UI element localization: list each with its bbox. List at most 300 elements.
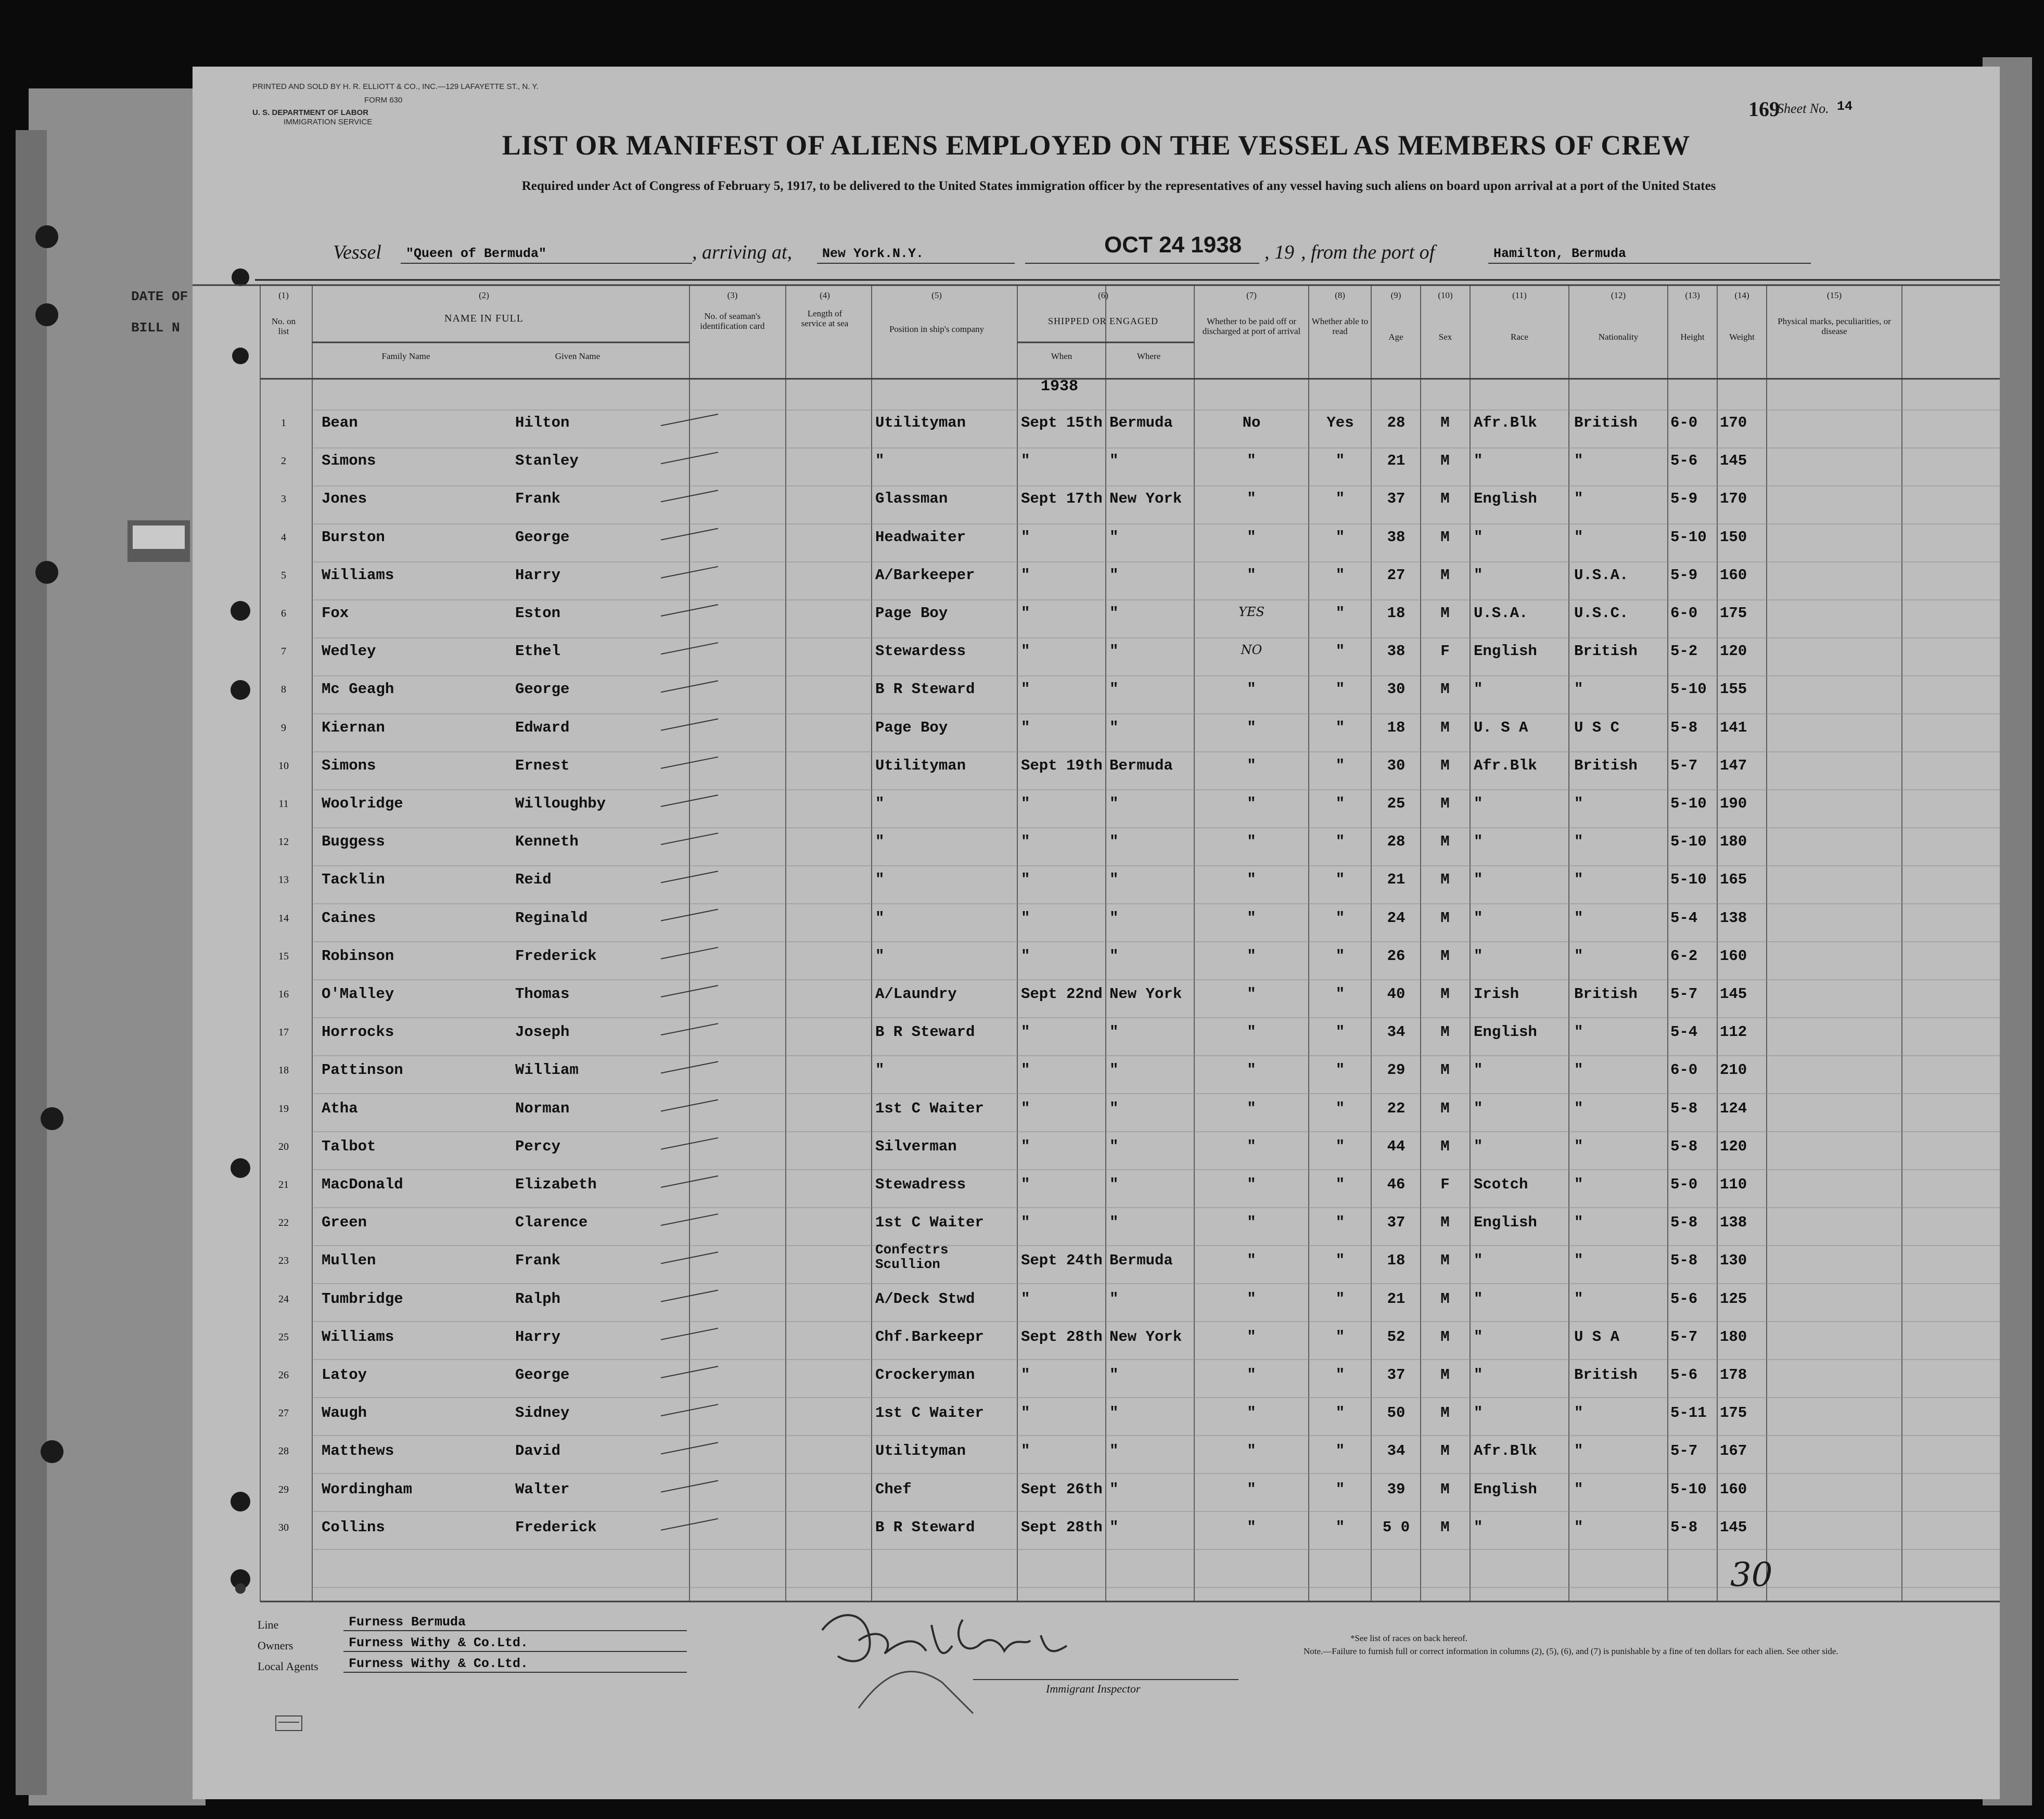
cell-read: ": [1335, 1214, 1345, 1232]
cell-nat: ": [1574, 452, 1583, 470]
manifest-sheet: [193, 67, 2000, 1799]
cell-age: 26: [1387, 947, 1406, 965]
cell-family: Simons: [322, 452, 376, 470]
cell-no: 29: [278, 1483, 289, 1495]
cell-nat: ": [1574, 1442, 1583, 1460]
cell-race: ": [1474, 833, 1483, 851]
year-label: , 19: [1264, 241, 1294, 263]
cell-where: ": [1109, 1214, 1119, 1232]
cell-age: 18: [1387, 1252, 1406, 1270]
cell-position: Confectrs Scullion: [875, 1242, 949, 1273]
cell-height: 5-6: [1670, 1290, 1698, 1308]
printer-line: PRINTED AND SOLD BY H. R. ELLIOTT & CO., INC.—129 LAFAYETTE ST., N. Y.: [252, 82, 539, 91]
cell-position: B R Steward: [875, 1023, 975, 1041]
col-number-8: (8): [1335, 290, 1345, 300]
cell-no: 28: [278, 1445, 289, 1457]
header-nationality: Nationality: [1598, 332, 1639, 342]
cell-race: ": [1474, 1328, 1483, 1346]
col-number-5: (5): [931, 290, 942, 300]
cell-nat: ": [1574, 871, 1583, 889]
cell-race: ": [1474, 909, 1483, 927]
cell-height: 5-7: [1670, 1328, 1698, 1346]
cell-when: ": [1021, 1366, 1030, 1384]
cell-age: 30: [1387, 681, 1406, 698]
cell-age: 34: [1387, 1442, 1406, 1460]
cell-position: ": [875, 833, 885, 851]
cell-paid: ": [1247, 1290, 1256, 1308]
cell-sex: M: [1440, 757, 1450, 774]
year-note: 1938: [1041, 378, 1079, 395]
cell-paid: NO: [1241, 643, 1262, 658]
header-age: Age: [1388, 332, 1403, 342]
cell-age: 46: [1387, 1176, 1406, 1193]
left-margin-bill-label: BILL N: [131, 320, 180, 336]
cell-position: Page Boy: [875, 719, 948, 736]
cell-no: 18: [278, 1065, 289, 1077]
cell-when: ": [1021, 1061, 1030, 1079]
cell-sex: M: [1440, 566, 1450, 584]
cell-weight: 180: [1720, 1328, 1747, 1346]
cell-where: ": [1109, 1442, 1119, 1460]
cell-family: Caines: [322, 909, 376, 927]
cell-sex: M: [1440, 681, 1450, 698]
cell-given: Thomas: [515, 985, 570, 1003]
col-number-15: (15): [1826, 290, 1842, 300]
cell-position: Utilityman: [875, 414, 966, 431]
cell-nat: ": [1574, 1404, 1583, 1422]
cell-family: Mullen: [322, 1252, 376, 1270]
cell-family: Collins: [322, 1518, 385, 1536]
cell-when: Sept 28th: [1021, 1328, 1103, 1346]
cell-no: 24: [278, 1293, 289, 1305]
cell-where: ": [1109, 1404, 1119, 1422]
cell-height: 5-10: [1670, 833, 1707, 851]
cell-read: ": [1335, 719, 1345, 736]
cell-given: Frank: [515, 1252, 561, 1270]
cell-read: ": [1335, 566, 1345, 584]
cell-weight: 147: [1720, 757, 1747, 774]
cell-position: ": [875, 947, 885, 965]
cell-no: 12: [278, 836, 289, 848]
line-label: Line: [258, 1618, 279, 1631]
cell-when: ": [1021, 1137, 1030, 1155]
cell-nat: ": [1574, 1023, 1583, 1041]
cell-paid: ": [1247, 1518, 1256, 1536]
cell-age: 50: [1387, 1404, 1406, 1422]
cell-age: 39: [1387, 1480, 1406, 1498]
cell-position: ": [875, 1061, 885, 1079]
cell-nat: British: [1574, 985, 1638, 1003]
cell-paid: ": [1247, 1061, 1256, 1079]
cell-where: ": [1109, 605, 1119, 622]
cell-where: ": [1109, 1480, 1119, 1498]
header-paid-off: Whether to be paid off or discharged at port of arrival: [1202, 316, 1301, 336]
cell-when: ": [1021, 643, 1030, 660]
cell-position: Headwaiter: [875, 528, 966, 546]
cell-read: ": [1335, 795, 1345, 812]
form-number: FORM 630: [364, 96, 403, 105]
col-number-2: (2): [479, 290, 489, 300]
cell-paid: ": [1247, 871, 1256, 889]
cell-nat: ": [1574, 1480, 1583, 1498]
cell-given: Eston: [515, 605, 561, 622]
cell-family: Bean: [322, 414, 358, 431]
cell-read: ": [1335, 605, 1345, 622]
cell-weight: 175: [1720, 605, 1747, 622]
agents-value: Furness Withy & Co.Ltd.: [349, 1656, 529, 1671]
cell-no: 25: [278, 1331, 289, 1343]
vessel-label: Vessel: [333, 241, 381, 263]
cell-no: 23: [278, 1255, 289, 1267]
cell-sex: M: [1440, 452, 1450, 470]
agents-label: Local Agents: [258, 1660, 318, 1673]
cell-race: ": [1474, 1290, 1483, 1308]
cell-no: 5: [281, 569, 286, 581]
cell-nat: ": [1574, 947, 1583, 965]
cell-age: 52: [1387, 1328, 1406, 1346]
cell-paid: ": [1247, 985, 1256, 1003]
cell-given: Stanley: [515, 452, 579, 470]
cell-age: 37: [1387, 490, 1406, 508]
cell-paid: ": [1247, 909, 1256, 927]
cell-height: 5-7: [1670, 985, 1698, 1003]
cell-paid: ": [1247, 719, 1256, 736]
cell-given: Reginald: [515, 909, 588, 927]
cell-position: A/Laundry: [875, 985, 957, 1003]
cell-position: Page Boy: [875, 605, 948, 622]
cell-sex: M: [1440, 490, 1450, 508]
cell-family: Robinson: [322, 947, 394, 965]
cell-race: ": [1474, 795, 1483, 812]
cell-height: 5-10: [1670, 1480, 1707, 1498]
cell-paid: ": [1247, 1099, 1256, 1117]
penalty-note: Note.—Failure to furnish full or correct information in columns (2), (5), (6), and (7) is punishable by a fine of ten dollars for each alien. See other side.: [1304, 1646, 1838, 1656]
cell-height: 5-4: [1670, 1023, 1698, 1041]
col-number-6: (6): [1098, 290, 1108, 300]
cell-nat: ": [1574, 681, 1583, 698]
cell-age: 37: [1387, 1214, 1406, 1232]
cell-race: Afr.Blk: [1474, 1442, 1537, 1460]
cell-given: George: [515, 681, 570, 698]
cell-where: ": [1109, 452, 1119, 470]
cell-where: ": [1109, 1366, 1119, 1384]
cell-height: 5-6: [1670, 452, 1698, 470]
owners-label: Owners: [258, 1639, 293, 1652]
cell-given: Elizabeth: [515, 1176, 597, 1193]
line-value: Furness Bermuda: [349, 1615, 466, 1630]
cell-where: ": [1109, 909, 1119, 927]
cell-paid: No: [1242, 414, 1261, 431]
cell-where: Bermuda: [1109, 414, 1173, 431]
cell-nat: U S C: [1574, 719, 1620, 736]
cell-position: A/Barkeeper: [875, 566, 975, 584]
cell-sex: M: [1440, 1366, 1450, 1384]
cell-family: Kiernan: [322, 719, 385, 736]
cell-no: 9: [281, 722, 286, 734]
col-number-13: (13): [1685, 290, 1700, 300]
cell-height: 5-10: [1670, 528, 1707, 546]
cell-nat: U.S.C.: [1574, 605, 1629, 622]
cell-race: ": [1474, 681, 1483, 698]
cell-race: Scotch: [1474, 1176, 1528, 1193]
cell-given: Reid: [515, 871, 552, 889]
cell-when: ": [1021, 566, 1030, 584]
cell-position: 1st C Waiter: [875, 1099, 984, 1117]
total-count: 30: [1730, 1556, 1773, 1594]
cell-weight: 112: [1720, 1023, 1747, 1041]
cell-weight: 178: [1720, 1366, 1747, 1384]
cell-position: A/Deck Stwd: [875, 1290, 975, 1308]
cell-read: ": [1335, 681, 1345, 698]
cell-paid: ": [1247, 795, 1256, 812]
cell-when: Sept 28th: [1021, 1518, 1103, 1536]
cell-height: 5-8: [1670, 1214, 1698, 1232]
cell-where: ": [1109, 719, 1119, 736]
cell-read: ": [1335, 1518, 1345, 1536]
cell-given: Harry: [515, 566, 561, 584]
cell-family: MacDonald: [322, 1176, 403, 1193]
cell-age: 37: [1387, 1366, 1406, 1384]
cell-sex: M: [1440, 871, 1450, 889]
cell-height: 5-6: [1670, 1366, 1698, 1384]
cell-when: Sept 19th: [1021, 757, 1103, 774]
cell-nat: ": [1574, 795, 1583, 812]
inspector-signature: [807, 1604, 1119, 1719]
header-physical: Physical marks, peculiarities, or disease: [1778, 316, 1891, 336]
cell-when: ": [1021, 1023, 1030, 1041]
cell-race: ": [1474, 1099, 1483, 1117]
cell-position: Stewardess: [875, 643, 966, 660]
cell-family: Tumbridge: [322, 1290, 403, 1308]
cell-age: 40: [1387, 985, 1406, 1003]
cell-weight: 170: [1720, 490, 1747, 508]
cell-no: 15: [278, 950, 289, 962]
cell-family: Wordingham: [322, 1480, 413, 1498]
footer-lines: [193, 67, 2000, 1799]
cell-position: 1st C Waiter: [875, 1214, 984, 1232]
cell-read: ": [1335, 1404, 1345, 1422]
header-race: Race: [1511, 332, 1528, 342]
header-no-on-list: No. on list: [271, 316, 296, 336]
cell-race: ": [1474, 1252, 1483, 1270]
cell-no: 3: [281, 493, 286, 505]
cell-given: Norman: [515, 1099, 570, 1117]
cell-paid: ": [1247, 1442, 1256, 1460]
cell-nat: U.S.A.: [1574, 566, 1629, 584]
cell-when: ": [1021, 1214, 1030, 1232]
cell-race: English: [1474, 1480, 1537, 1498]
cell-read: ": [1335, 1176, 1345, 1193]
cell-when: Sept 26th: [1021, 1480, 1103, 1498]
cell-given: Harry: [515, 1328, 561, 1346]
header-seaman-card: No. of seaman's identification card: [700, 311, 765, 331]
cell-paid: ": [1247, 833, 1256, 851]
cell-weight: 160: [1720, 947, 1747, 965]
cell-nat: ": [1574, 1214, 1583, 1232]
cell-position: Utilityman: [875, 757, 966, 774]
cell-given: Percy: [515, 1137, 561, 1155]
cell-height: 6-2: [1670, 947, 1698, 965]
header-sex: Sex: [1438, 332, 1452, 342]
cell-given: Frederick: [515, 947, 597, 965]
cell-paid: ": [1247, 681, 1256, 698]
printer-mark: [271, 1711, 312, 1742]
cell-weight: 138: [1720, 1214, 1747, 1232]
cell-sex: M: [1440, 947, 1450, 965]
cell-family: Latoy: [322, 1366, 367, 1384]
cell-race: English: [1474, 490, 1537, 508]
cell-where: ": [1109, 1023, 1119, 1041]
cell-weight: 125: [1720, 1290, 1747, 1308]
cell-position: Silverman: [875, 1137, 957, 1155]
cell-height: 5-10: [1670, 681, 1707, 698]
cell-family: Williams: [322, 566, 394, 584]
cell-where: Bermuda: [1109, 757, 1173, 774]
cell-read: ": [1335, 643, 1345, 660]
cell-given: Willoughby: [515, 795, 606, 812]
date-stamp: OCT 24 1938: [1104, 232, 1242, 258]
cell-weight: 141: [1720, 719, 1747, 736]
cell-race: Afr.Blk: [1474, 414, 1537, 431]
cell-no: 20: [278, 1141, 289, 1152]
cell-age: 38: [1387, 528, 1406, 546]
races-note: *See list of races on back hereof.: [1350, 1633, 1468, 1643]
cell-age: 25: [1387, 795, 1406, 812]
cell-position: Chef: [875, 1480, 912, 1498]
col-number-3: (3): [727, 290, 738, 300]
cell-family: Simons: [322, 757, 376, 774]
cell-height: 5-10: [1670, 795, 1707, 812]
cell-when: ": [1021, 605, 1030, 622]
cell-sex: M: [1440, 719, 1450, 736]
cell-height: 5-0: [1670, 1176, 1698, 1193]
cell-paid: ": [1247, 947, 1256, 965]
cell-weight: 145: [1720, 985, 1747, 1003]
cell-when: Sept 22nd: [1021, 985, 1103, 1003]
cell-race: English: [1474, 1023, 1537, 1041]
cell-family: O'Malley: [322, 985, 394, 1003]
cell-position: ": [875, 795, 885, 812]
cell-height: 5-8: [1670, 719, 1698, 736]
cell-sex: M: [1440, 1480, 1450, 1498]
cell-weight: 190: [1720, 795, 1747, 812]
cell-when: ": [1021, 719, 1030, 736]
cell-sex: M: [1440, 414, 1450, 431]
owners-value: Furness Withy & Co.Ltd.: [349, 1635, 529, 1650]
vessel-name: "Queen of Bermuda": [406, 246, 547, 261]
cell-paid: ": [1247, 1328, 1256, 1346]
header-position: Position in ship's company: [889, 324, 985, 334]
cell-given: Hilton: [515, 414, 570, 431]
cell-no: 19: [278, 1103, 289, 1115]
cell-sex: M: [1440, 1099, 1450, 1117]
cell-paid: ": [1247, 1366, 1256, 1384]
cell-no: 4: [281, 531, 286, 543]
cell-family: Atha: [322, 1099, 358, 1117]
cell-position: ": [875, 452, 885, 470]
cell-race: ": [1474, 1404, 1483, 1422]
cell-age: 21: [1387, 1290, 1406, 1308]
cell-height: 5-4: [1670, 909, 1698, 927]
header-weight: Weight: [1729, 332, 1755, 342]
cell-age: 18: [1387, 605, 1406, 622]
cell-nat: ": [1574, 1518, 1583, 1536]
cell-weight: 160: [1720, 566, 1747, 584]
cell-when: ": [1021, 871, 1030, 889]
cell-nat: British: [1574, 1366, 1638, 1384]
cell-age: 44: [1387, 1137, 1406, 1155]
cell-age: 30: [1387, 757, 1406, 774]
col-number-9: (9): [1390, 290, 1401, 300]
cell-position: 1st C Waiter: [875, 1404, 984, 1422]
cell-weight: 165: [1720, 871, 1747, 889]
cell-read: ": [1335, 490, 1345, 508]
col-number-10: (10): [1438, 290, 1453, 300]
cell-family: Wedley: [322, 643, 376, 660]
cell-family: Green: [322, 1214, 367, 1232]
sheet-number: 14: [1837, 99, 1853, 114]
cell-nat: British: [1574, 414, 1638, 431]
cell-sex: M: [1440, 833, 1450, 851]
cell-paid: ": [1247, 528, 1256, 546]
cell-no: 8: [281, 684, 286, 696]
cell-when: ": [1021, 1176, 1030, 1193]
header-given-name: Given Name: [555, 351, 601, 361]
cell-when: ": [1021, 795, 1030, 812]
cell-read: ": [1335, 1366, 1345, 1384]
manifest-title: LIST OR MANIFEST OF ALIENS EMPLOYED ON THE VESSEL AS MEMBERS OF CREW: [502, 130, 1691, 161]
cell-where: ": [1109, 1137, 1119, 1155]
cell-position: B R Steward: [875, 1518, 975, 1536]
cell-height: 5-9: [1670, 566, 1698, 584]
cell-paid: YES: [1238, 605, 1264, 619]
cell-nat: ": [1574, 1099, 1583, 1117]
cell-given: William: [515, 1061, 579, 1079]
cell-race: ": [1474, 566, 1483, 584]
cell-read: ": [1335, 1328, 1345, 1346]
col-number-4: (4): [820, 290, 830, 300]
cell-where: ": [1109, 528, 1119, 546]
cell-height: 6-0: [1670, 414, 1698, 431]
cell-given: Sidney: [515, 1404, 570, 1422]
cell-no: 6: [281, 608, 286, 619]
cell-when: ": [1021, 681, 1030, 698]
cell-age: 28: [1387, 833, 1406, 851]
cell-race: ": [1474, 1061, 1483, 1079]
cell-weight: 167: [1720, 1442, 1747, 1460]
cell-given: Frank: [515, 490, 561, 508]
cell-where: New York: [1109, 1328, 1182, 1346]
cell-nat: ": [1574, 1290, 1583, 1308]
cell-no: 1: [281, 417, 286, 429]
cell-race: U.S.A.: [1474, 605, 1528, 622]
cell-when: ": [1021, 452, 1030, 470]
arriving-label: , arriving at,: [692, 241, 793, 263]
cell-sex: M: [1440, 1290, 1450, 1308]
cell-sex: M: [1440, 1442, 1450, 1460]
cell-no: 16: [278, 989, 289, 1000]
cell-nat: ": [1574, 1137, 1583, 1155]
inspector-label: Immigrant Inspector: [1046, 1682, 1141, 1695]
header-family-name: Family Name: [381, 351, 430, 361]
cell-no: 26: [278, 1369, 289, 1381]
cell-no: 2: [281, 455, 286, 467]
cell-family: Woolridge: [322, 795, 403, 812]
cell-position: B R Steward: [875, 681, 975, 698]
cell-race: ": [1474, 528, 1483, 546]
cell-paid: ": [1247, 490, 1256, 508]
cell-read: ": [1335, 833, 1345, 851]
